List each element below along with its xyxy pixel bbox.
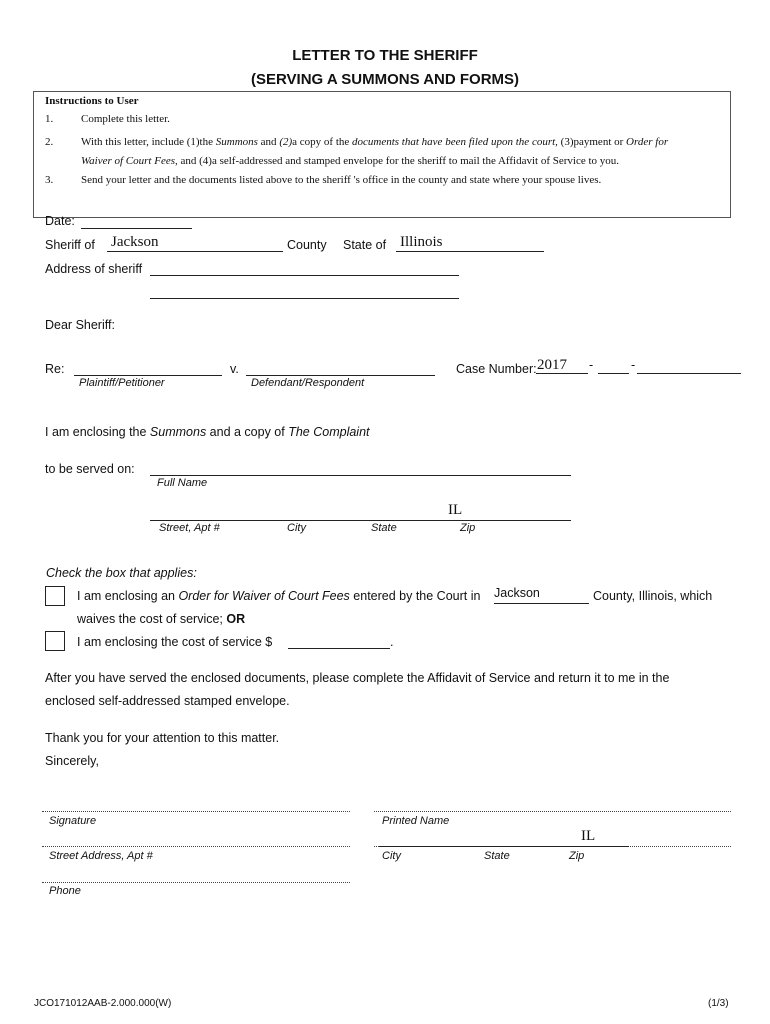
- case-dash-1: -: [589, 358, 594, 372]
- waiver-option-text: I am enclosing an Order for Waiver of Court Fees entered by the Court in: [77, 589, 481, 603]
- state-caption: State: [371, 522, 397, 534]
- address-line-2-field[interactable]: [150, 283, 459, 299]
- signer-city-state-zip-field[interactable]: [374, 832, 731, 847]
- served-on-label: to be served on:: [45, 462, 135, 476]
- page-subtitle: (SERVING A SUMMONS AND FORMS): [250, 71, 520, 88]
- printed-name-field[interactable]: [374, 797, 731, 812]
- salutation: Dear Sheriff:: [45, 318, 115, 332]
- check-box-heading: Check the box that applies:: [46, 566, 197, 580]
- defendant-field[interactable]: [246, 360, 435, 376]
- waiver-option-text-cont: waives the cost of service; OR: [77, 612, 246, 626]
- cost-period: .: [390, 635, 394, 649]
- signer-street-field[interactable]: [42, 832, 350, 847]
- sheriff-state-value: Illinois: [400, 234, 443, 250]
- plaintiff-caption: Plaintiff/Petitioner: [79, 377, 165, 389]
- affidavit-text-line-1: After you have served the enclosed documents, please complete the Affidavit of Service and return it to me in the: [45, 671, 670, 685]
- case-year-field[interactable]: [536, 357, 588, 374]
- signer-zip-caption: Zip: [569, 850, 585, 862]
- phone-caption: Phone: [49, 885, 81, 897]
- closing-text: Sincerely,: [45, 754, 99, 768]
- defendant-caption: Defendant/Respondent: [251, 377, 365, 389]
- cost-of-service-checkbox[interactable]: [45, 631, 65, 651]
- sheriff-of-label: Sheriff of: [45, 238, 95, 252]
- signature-caption: Signature: [49, 815, 97, 827]
- instruction-2-text-cont: Waiver of Court Fees, and (4)a self-addressed and stamped envelope for the sheriff to mail the Affidavit of Service to you.: [81, 155, 620, 167]
- signature-field[interactable]: [42, 797, 350, 812]
- form-code: JCO171012AAB-2.000.000(W): [34, 998, 172, 1009]
- served-state-value: IL: [448, 502, 463, 518]
- printed-name-caption: Printed Name: [382, 815, 450, 827]
- sheriff-county-value: Jackson: [111, 234, 159, 250]
- zip-caption: Zip: [460, 522, 476, 534]
- county-label: County: [287, 238, 327, 252]
- waiver-county-value: Jackson: [494, 586, 540, 600]
- thanks-text: Thank you for your attention to this matter.: [45, 731, 280, 745]
- address-label: Address of sheriff: [45, 262, 143, 276]
- date-field[interactable]: [81, 213, 192, 229]
- signer-city-caption: City: [382, 850, 401, 862]
- signer-state-caption: State: [484, 850, 510, 862]
- signer-phone-field[interactable]: [42, 868, 350, 883]
- instruction-1-number: 1.: [45, 113, 54, 125]
- waiver-county-field[interactable]: [494, 585, 589, 604]
- case-last-field[interactable]: [637, 357, 741, 374]
- waiver-option-text-end: County, Illinois, which: [593, 589, 713, 603]
- page-number: (1/3): [708, 998, 729, 1009]
- sheriff-state-field[interactable]: [396, 234, 544, 252]
- case-dash-2: -: [631, 358, 636, 372]
- instruction-3-text: Send your letter and the documents listed above to the sheriff 's office in the county and state where your spouse lives.: [81, 174, 602, 186]
- served-address-field[interactable]: [150, 502, 571, 521]
- cost-of-service-field[interactable]: [288, 634, 390, 649]
- enclosing-text: I am enclosing the Summons and a copy of The Complaint: [45, 425, 370, 439]
- date-label: Date:: [45, 214, 75, 228]
- signer-state-value: IL: [581, 828, 596, 844]
- signer-city-underline: [379, 846, 629, 847]
- instructions-heading: Instructions to User: [45, 95, 139, 107]
- case-number-label: Case Number:: [456, 362, 537, 376]
- v-label: v.: [230, 362, 239, 376]
- sheriff-county-field[interactable]: [107, 234, 283, 252]
- waiver-checkbox[interactable]: [45, 586, 65, 606]
- plaintiff-field[interactable]: [74, 360, 222, 376]
- full-name-caption: Full Name: [157, 477, 208, 489]
- instruction-2-number: 2.: [45, 136, 54, 148]
- instruction-1-text: Complete this letter.: [81, 113, 170, 125]
- re-label: Re:: [45, 362, 65, 376]
- city-caption: City: [287, 522, 306, 534]
- case-year-value: 2017: [537, 357, 567, 373]
- instruction-2-text: With this letter, include (1)the Summons and (2)a copy of the documents that have been filed upon the court, (3)payment or Order for: [81, 136, 669, 148]
- page-title: LETTER TO THE SHERIFF: [292, 47, 478, 64]
- served-full-name-field[interactable]: [150, 460, 571, 476]
- affidavit-text-line-2: enclosed self-addressed stamped envelope.: [45, 694, 290, 708]
- street-caption: Street, Apt #: [159, 522, 220, 534]
- cost-of-service-text: I am enclosing the cost of service $: [77, 635, 273, 649]
- instruction-3-number: 3.: [45, 174, 54, 186]
- signer-street-caption: Street Address, Apt #: [49, 850, 153, 862]
- address-line-1-field[interactable]: [150, 260, 459, 276]
- case-middle-field[interactable]: [598, 357, 629, 374]
- state-of-label: State of: [343, 238, 387, 252]
